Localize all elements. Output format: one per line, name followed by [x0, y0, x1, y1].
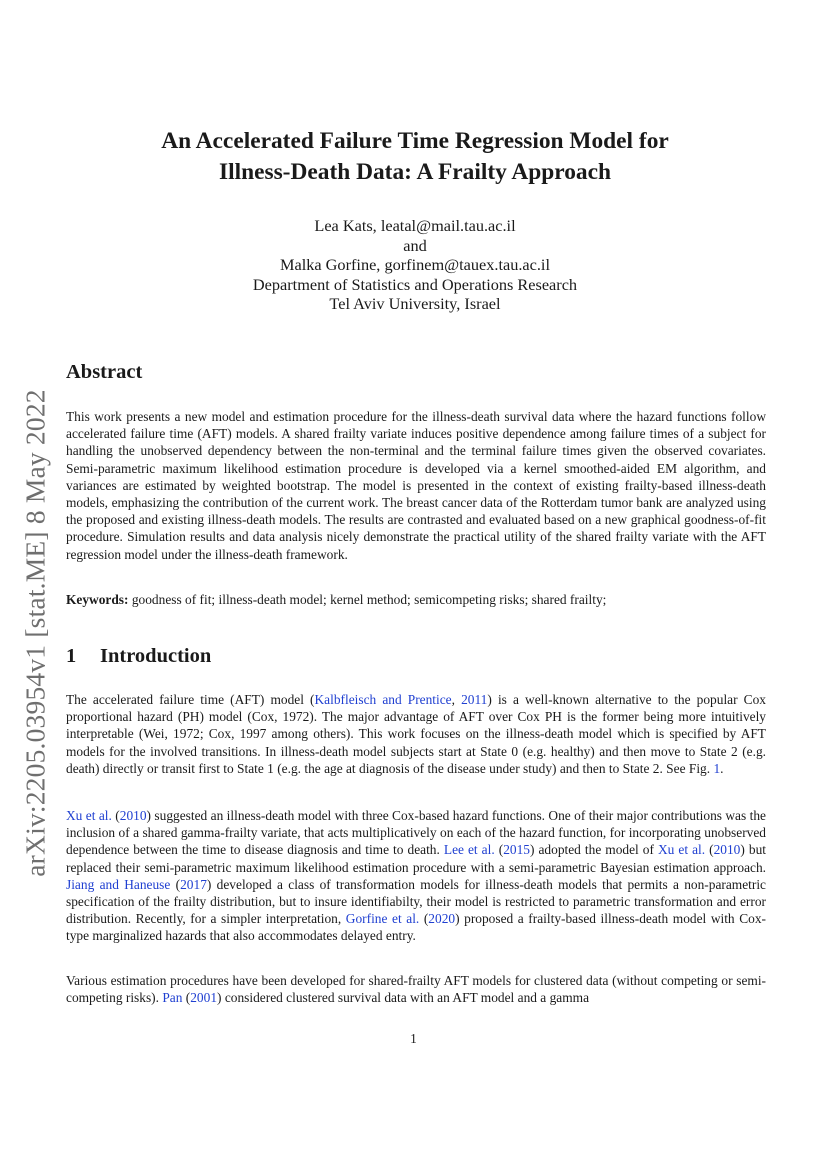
keywords-label: Keywords: — [66, 592, 129, 607]
arxiv-identifier[interactable]: arXiv:2205.03954v1 [stat.ME] 8 May 2022 — [20, 389, 51, 877]
text-run: , — [451, 692, 462, 707]
citation-link[interactable]: Jiang and Haneuse — [66, 876, 171, 892]
intro-paragraph-1 — [66, 691, 766, 777]
text-run: Various estimation procedures have been developed for shared-frailty AFT models for clustered data (without competing or semi-competing risks). — [66, 973, 766, 1006]
citation-year-link[interactable]: 2017 — [180, 876, 207, 892]
author-block — [100, 216, 730, 314]
text-run: ) is a well-known alternative to the popular Cox proportional hazard (PH) model (Cox, 1972). The major advantage of AFT over Cox PH is the former being more intuitively interpretable (Wei, 1972; Cox, 1997 among others). This work focuses on the illness-death model which is specified by AFT models for the involved transitions. In illness-death model subjects start at State 0 (e.g. healthy) and then move to State 2 (e.g. death) directly or transit first to State 1 (e.g. the age at diagnosis of the disease under study) and then to State 2. See Fig. — [66, 692, 766, 776]
keywords — [66, 591, 766, 608]
affiliation-university: Tel Aviv University, Israel — [329, 294, 501, 313]
citation-year-link[interactable]: 2010 — [119, 808, 147, 823]
citation-year-link[interactable]: 2010 — [713, 842, 741, 858]
author-1: Lea Kats, leatal@mail.tau.ac.il — [314, 216, 516, 235]
author-2: Malka Gorfine, gorfinem@tauex.tau.ac.il — [280, 255, 550, 274]
title-line-1: An Accelerated Failure Time Regression Model for — [161, 128, 669, 154]
citation-year-link[interactable]: 2015 — [503, 842, 530, 858]
arxiv-side-stamp — [12, 353, 60, 913]
section-title: Introduction — [100, 645, 212, 667]
citation-link[interactable]: Lee et al. — [443, 842, 495, 858]
intro-paragraph-2: Xu et al. (2010) suggested an illness-death model with three Cox-based hazard functions. One of their major contributions was the inclusion of a shared gamma-frailty variate, that acts multiplicatively on each of the hazard function, for incorporating unobserved dependence between the time to disease diagnosis and time to death. Lee et al. (2015) adopted the model of Xu et al. (2010) but replaced their semi-parametric maximum likelihood estimation procedure with a semi-parametric Bayesian estimation approach. Jiang and Haneuse (2017) developed a class of transformation models for illness-death models that permits a non-parametric specification of the frailty distribution, but to insure identifiabilty, their model is restricted to parametric transformation and error distribution. Recently, for a simpler interpretation, Gorfine et al. (2020) proposed a frailty-based illness-death model with Cox-type marginalized hazards that also accommodates delayed entry. — [66, 808, 767, 944]
text-run: proposed a frailty-based illness-death model with Cox-type marginalized hazards that also accommodates delayed entry. — [66, 911, 766, 944]
citation-year-link[interactable]: 2020 — [428, 911, 456, 927]
text-run: considered clustered survival data with an AFT model and a gamma — [221, 990, 590, 1006]
affiliation-department: Department of Statistics and Operations Research — [252, 274, 578, 294]
intro-paragraph-3: Various estimation procedures have been developed for shared-frailty AFT models for clustered data (without competing or semi-competing risks). Pan (2001) considered clustered survival data with an AFT model and a gamma — [66, 973, 766, 1006]
citation-link[interactable]: Xu et al. — [66, 808, 112, 823]
text-run: adopted the model of — [534, 842, 658, 858]
text-run: suggested an illness-death model with three Cox-based hazard functions. One of their major contributions was the inclusion of a shared gamma-frailty variate, that acts multiplicatively on each of the hazard function, for incorporating unobserved dependence between the time to disease diagnosis and time to death. — [66, 808, 766, 858]
section-introduction-heading — [66, 645, 211, 668]
title-line-2: Illness-Death Data: A Frailty Approach — [218, 159, 612, 185]
section-number: 1 — [66, 645, 77, 667]
citation-link[interactable]: Xu et al. — [657, 842, 706, 858]
text-run: but replaced their semi-parametric maximum likelihood estimation procedure with a semi-parametric Bayesian estimation approach. — [66, 842, 766, 875]
keywords-list: goodness of fit; illness-death model; kernel method; semicompeting risks; shared frailty; — [131, 592, 607, 607]
text-run: . — [720, 760, 724, 776]
citation-link[interactable]: Kalbfleisch and Prentice — [314, 692, 452, 707]
paper-title — [80, 126, 750, 188]
text-run: The accelerated failure time (AFT) model ( — [66, 692, 315, 707]
text-run: developed a class of transformation models for illness-death models that permits a non-parametric specification of the frailty distribution, but to insure identifiabilty, their model is restricted to parametric transformation and error distribution. Recently, for a simpler interpretation, — [66, 876, 767, 927]
abstract-heading: Abstract — [66, 361, 143, 383]
citation-year-link[interactable]: 2011 — [461, 692, 488, 707]
citation-link[interactable]: Gorfine et al. — [345, 911, 420, 927]
abstract-text: This work presents a new model and estimation procedure for the illness-death survival data where the hazard functions follow accelerated failure time (AFT) models. A shared frailty variate induces positive dependence among failure times of a subject for handling the unobserved dependency between the non-terminal and the terminal failure times given the observed covariates. Semi-parametric maximum likelihood estimation procedure is developed via a kernel smoothed-aided EM algorithm, and variances are estimated by weighted bootstrap. The model is presented in the context of existing frailty-based illness-death models, emphasizing the contribution of the current work. The breast cancer data of the Rotterdam tumor bank are analyzed using the proposed and existing illness-death models. The results are contrasted and evaluated based on a new graphical goodness-of-fit procedure. Simulation results and data analysis nicely demonstrate the practical utility of the shared frailty variate with the AFT regression model under the illness-death framework. — [66, 409, 766, 562]
citation-year-link[interactable]: 2001 — [190, 990, 218, 1006]
page-number: 1 — [410, 1031, 417, 1046]
figure-reference-link[interactable]: 1 — [713, 760, 721, 776]
author-conjunction: and — [403, 235, 427, 255]
citation-link[interactable]: Pan — [162, 990, 183, 1006]
